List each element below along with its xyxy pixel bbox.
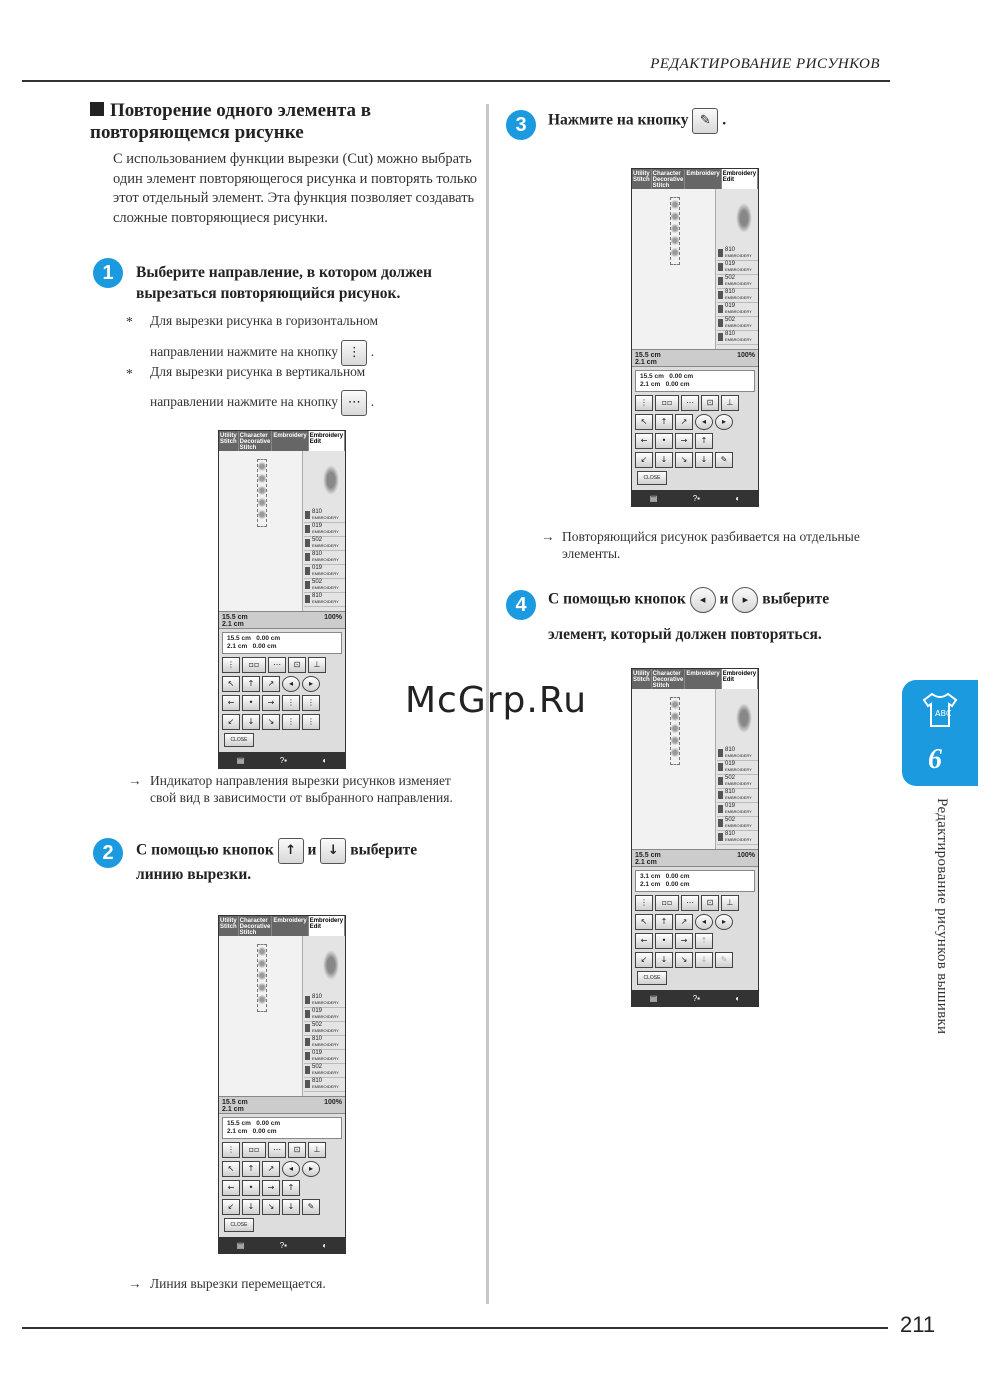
center-button[interactable]: •: [655, 433, 673, 449]
repeat-motif: [670, 197, 680, 265]
list-item: 810 EMBROIDERY: [717, 789, 759, 803]
arrow-right-button[interactable]: →: [675, 933, 693, 949]
down-line-button[interactable]: ⊥: [721, 395, 739, 411]
pattern-canvas: [219, 451, 303, 611]
arrow-left-button[interactable]: ←: [222, 1180, 240, 1196]
cut-mode-button[interactable]: ⊡: [288, 657, 306, 673]
down-line-icon: ↓: [320, 838, 346, 864]
step-3-note: Повторяющийся рисунок разбивается на отдельные элементы.: [562, 529, 860, 561]
cut-pen-icon: ✎: [692, 108, 718, 134]
page-number: 211: [900, 1312, 936, 1337]
section-title: Повторение одного элемента в повторяющемся рисунке: [90, 100, 372, 143]
arrow-down-button[interactable]: ↓: [655, 452, 673, 468]
arrow-down-left-button[interactable]: ↙: [222, 714, 240, 730]
tab-embroidery-edit[interactable]: Embroidery Edit: [722, 169, 758, 189]
watermark: McGrp.Ru: [405, 680, 588, 721]
arrow-down-button[interactable]: ↓: [242, 1199, 260, 1215]
prev-element-icon: ◂: [690, 587, 716, 613]
screen-step-1: [218, 430, 346, 769]
step-1-bullet-2a: Для вырезки рисунка в вертикальном: [150, 364, 366, 379]
step-3-text: Нажмите на кнопку ✎ .: [548, 108, 848, 134]
step-2-number: 2: [93, 838, 123, 868]
screen-step-3: [631, 168, 759, 507]
tab-embroidery[interactable]: Embroidery: [685, 669, 721, 689]
size-bar: 15.5 cm 2.1 cm 100%: [219, 611, 345, 629]
size-bar: 15.5 cm 2.1 cm 100%: [219, 1096, 345, 1114]
bottom-bar: [219, 1237, 345, 1253]
cut-pen-button[interactable]: ✎: [302, 1199, 320, 1215]
edit-area: [632, 689, 758, 849]
running-header: РЕДАКТИРОВАНИЕ РИСУНКОВ: [650, 56, 880, 72]
cut-pen-button[interactable]: ✎: [715, 952, 733, 968]
tab-utility-stitch[interactable]: Utility Stitch: [632, 169, 652, 189]
list-item: 502 EMBROIDERY: [304, 1064, 346, 1078]
repeat-motif: [670, 697, 680, 765]
down-line-button[interactable]: ↓: [695, 452, 713, 468]
repeat-motif: [257, 944, 267, 1012]
list-item: 810 EMBROIDERY: [304, 1036, 346, 1050]
spacing-button[interactable]: ⋮: [282, 714, 300, 730]
arrow-right-button[interactable]: →: [262, 1180, 280, 1196]
arrow-right-button[interactable]: →: [262, 695, 280, 711]
shirt-icon: [920, 690, 960, 730]
down-line-button[interactable]: ↓: [695, 952, 713, 968]
next-element-icon: ▸: [732, 587, 758, 613]
close-button[interactable]: CLOSE: [637, 471, 667, 485]
tab-utility-stitch[interactable]: Utility Stitch: [219, 431, 239, 451]
list-item: 810 EMBROIDERY: [717, 747, 759, 761]
arrow-up-button[interactable]: ↑: [655, 414, 673, 430]
repeat-button[interactable]: ▫▫: [242, 657, 266, 673]
repeat-motif: [257, 459, 267, 527]
bullet-marker: *: [126, 366, 133, 381]
edit-area: [219, 451, 345, 611]
list-item: 810 EMBROIDERY: [304, 1078, 346, 1092]
step-2-note: Линия вырезки перемещается.: [150, 1276, 326, 1291]
tab-embroidery-edit[interactable]: Embroidery Edit: [309, 916, 345, 936]
step-4-text-cont: элемент, который должен повторяться.: [548, 626, 822, 643]
arrow-right-button[interactable]: →: [675, 433, 693, 449]
prev-button[interactable]: ◂: [695, 914, 713, 930]
arrow-up-right-button[interactable]: ↗: [675, 914, 693, 930]
list-item: 019 EMBROIDERY: [304, 523, 346, 537]
center-button[interactable]: •: [655, 933, 673, 949]
tab-character-decorative[interactable]: Character Decorative Stitch: [652, 171, 684, 189]
repeat-button[interactable]: ▫▫: [242, 1142, 266, 1158]
next-button[interactable]: ▸: [302, 1161, 320, 1177]
step-1-number: 1: [93, 258, 123, 288]
control-panel: [632, 367, 758, 490]
list-item: 502 EMBROIDERY: [304, 1022, 346, 1036]
repeat-button[interactable]: ▫▫: [655, 895, 679, 911]
step-1-bullet-1a: Для вырезки рисунка в горизонтальном: [150, 313, 379, 328]
step-1-text: Выберите направление, в котором должен вырезаться повторяющийся рисунок.: [136, 264, 432, 302]
pattern-preview: [736, 203, 752, 233]
arrow-up-right-button[interactable]: ↗: [675, 414, 693, 430]
next-button[interactable]: ▸: [302, 676, 320, 692]
chapter-tab: [902, 680, 978, 786]
arrow-up-left-button[interactable]: ↖: [635, 914, 653, 930]
list-item: 019 EMBROIDERY: [304, 1008, 346, 1022]
step-4-text: С помощью кнопок ◂ и ▸ выберите: [548, 587, 888, 613]
list-item: 502 EMBROIDERY: [717, 775, 759, 789]
next-button[interactable]: ▸: [715, 914, 733, 930]
arrow-up-button[interactable]: ↑: [655, 914, 673, 930]
center-button[interactable]: •: [242, 695, 260, 711]
arrow-down-left-button[interactable]: ↙: [222, 1199, 240, 1215]
section-intro: С использованием функции вырезки (Cut) можно выбрать один элемент повторяющегося рисунка и повторять только этот отдельный элемент. Эта функция позволяет создавать сложные повторяющиеся рисунки.: [113, 151, 478, 226]
list-item: 810 EMBROIDERY: [304, 509, 346, 523]
arrow-marker: →: [128, 773, 142, 788]
screen-tabs: [219, 431, 345, 451]
cut-mode-button[interactable]: ⊡: [701, 395, 719, 411]
arrow-up-button[interactable]: ↑: [242, 1161, 260, 1177]
bottom-bar: [219, 752, 345, 768]
tab-character-decorative[interactable]: Character Decorative Stitch: [239, 433, 271, 451]
tab-character-decorative[interactable]: Character Decorative Stitch: [239, 918, 271, 936]
arrow-down-right-button[interactable]: ↘: [262, 714, 280, 730]
arrow-left-button[interactable]: ←: [222, 695, 240, 711]
up-line-icon: ↑: [278, 838, 304, 864]
size-bar: 15.5 cm 2.1 cm 100%: [632, 349, 758, 367]
page-icon[interactable]: ▤: [236, 755, 245, 765]
arrow-marker: →: [128, 1276, 142, 1291]
list-item: 810 EMBROIDERY: [717, 289, 759, 303]
page-icon[interactable]: ▤: [649, 993, 658, 1003]
pattern-canvas: [632, 189, 716, 349]
horizontal-cut-icon: ⋮: [341, 340, 367, 366]
arrow-marker: →: [541, 529, 555, 544]
arrow-down-button[interactable]: ↓: [242, 714, 260, 730]
list-item: 810 EMBROIDERY: [304, 593, 346, 607]
screen-step-2: [218, 915, 346, 1254]
spacing-button[interactable]: ⋮: [282, 695, 300, 711]
step-1-bullet-1b: направлении нажмите на кнопку ⋮ .: [150, 340, 374, 366]
step-3-number: 3: [506, 110, 536, 140]
list-item: 810 EMBROIDERY: [304, 551, 346, 565]
pattern-preview: [736, 703, 752, 733]
info-box: 15.5 cm 0.00 cm 2.1 cm 0.00 cm: [635, 370, 755, 392]
cut-mode-button[interactable]: ⊡: [288, 1142, 306, 1158]
size-bar: 15.5 cm 2.1 cm 100%: [632, 849, 758, 867]
pattern-preview: [323, 950, 339, 980]
spacing-button[interactable]: ⋮: [302, 695, 320, 711]
page-icon[interactable]: ▤: [649, 493, 658, 503]
arrow-up-right-button[interactable]: ↗: [262, 676, 280, 692]
tab-utility-stitch[interactable]: Utility Stitch: [632, 669, 652, 689]
info-box: 3.1 cm 0.00 cm 2.1 cm 0.00 cm: [635, 870, 755, 892]
help-icon[interactable]: ?▪: [692, 493, 700, 503]
square-bullet-icon: [90, 102, 104, 116]
arrow-up-left-button[interactable]: ↖: [222, 1161, 240, 1177]
repeat-button[interactable]: ▫▫: [655, 395, 679, 411]
arrow-down-left-button[interactable]: ↙: [635, 952, 653, 968]
svg-text:ABC: ABC: [935, 709, 952, 718]
settings-icon[interactable]: ◐: [735, 993, 741, 1003]
header-rule: [22, 80, 890, 82]
tab-embroidery[interactable]: Embroidery: [685, 169, 721, 189]
list-item: 810 EMBROIDERY: [717, 831, 759, 845]
list-item: 019 EMBROIDERY: [717, 303, 759, 317]
color-list: [304, 994, 346, 1092]
horizontal-cut-button[interactable]: ⋯: [681, 895, 699, 911]
arrow-down-left-button[interactable]: ↙: [635, 452, 653, 468]
step-4-number: 4: [506, 590, 536, 620]
spacing-button[interactable]: ⋮: [302, 714, 320, 730]
tab-embroidery-edit[interactable]: Embroidery Edit: [309, 431, 345, 451]
arrow-down-button[interactable]: ↓: [655, 952, 673, 968]
cut-mode-button[interactable]: ⊡: [701, 895, 719, 911]
chapter-side-text: Редактирование рисунков вышивки: [934, 798, 950, 1035]
list-item: 019 EMBROIDERY: [717, 261, 759, 275]
help-icon[interactable]: ?▪: [692, 993, 700, 1003]
arrow-left-button[interactable]: ←: [635, 433, 653, 449]
pattern-canvas: [219, 936, 303, 1096]
control-panel: [219, 1114, 345, 1237]
arrow-down-right-button[interactable]: ↘: [675, 952, 693, 968]
list-item: 810 EMBROIDERY: [717, 331, 759, 345]
down-line-button[interactable]: ⊥: [308, 657, 326, 673]
bottom-bar: [632, 990, 758, 1006]
arrow-left-button[interactable]: ←: [635, 933, 653, 949]
arrow-down-right-button[interactable]: ↘: [675, 452, 693, 468]
close-button[interactable]: CLOSE: [224, 733, 254, 747]
list-item: 019 EMBROIDERY: [304, 565, 346, 579]
prev-button[interactable]: ◂: [282, 1161, 300, 1177]
down-line-button[interactable]: ⊥: [308, 1142, 326, 1158]
close-button[interactable]: CLOSE: [637, 971, 667, 985]
up-line-button[interactable]: ↑: [282, 1180, 300, 1196]
bullet-marker: *: [126, 314, 133, 329]
settings-icon[interactable]: ◐: [735, 493, 741, 503]
down-line-button[interactable]: ↓: [282, 1199, 300, 1215]
list-item: 810 EMBROIDERY: [717, 247, 759, 261]
list-item: 502 EMBROIDERY: [304, 537, 346, 551]
prev-button[interactable]: ◂: [695, 414, 713, 430]
arrow-down-right-button[interactable]: ↘: [262, 1199, 280, 1215]
settings-icon[interactable]: ◐: [322, 1240, 328, 1250]
color-list: [304, 509, 346, 607]
arrow-up-left-button[interactable]: ↖: [635, 414, 653, 430]
pattern-canvas: [632, 689, 716, 849]
help-icon[interactable]: ?▪: [279, 1240, 287, 1250]
edit-area: [219, 936, 345, 1096]
screen-step-4: [631, 668, 759, 1007]
up-line-button[interactable]: ↑: [695, 933, 713, 949]
horizontal-cut-button[interactable]: ⋯: [681, 395, 699, 411]
chapter-number: 6: [928, 744, 942, 775]
arrow-up-left-button[interactable]: ↖: [222, 676, 240, 692]
tab-character-decorative[interactable]: Character Decorative Stitch: [652, 671, 684, 689]
settings-icon[interactable]: ◐: [322, 755, 328, 765]
list-item: 019 EMBROIDERY: [717, 761, 759, 775]
info-box: 15.5 cm 0.00 cm 2.1 cm 0.00 cm: [222, 632, 342, 654]
tab-embroidery[interactable]: Embroidery: [272, 916, 308, 936]
step-2-text: С помощью кнопок ↑ и ↓ выберите линию вырезки.: [136, 838, 486, 885]
horizontal-cut-button[interactable]: ⋯: [268, 657, 286, 673]
edit-area: [632, 189, 758, 349]
tab-embroidery-edit[interactable]: Embroidery Edit: [722, 669, 758, 689]
list-item: 019 EMBROIDERY: [717, 803, 759, 817]
list-item: 502 EMBROIDERY: [717, 817, 759, 831]
arrow-up-right-button[interactable]: ↗: [262, 1161, 280, 1177]
prev-button[interactable]: ◂: [282, 676, 300, 692]
list-item: 502 EMBROIDERY: [717, 275, 759, 289]
color-list: [717, 747, 759, 845]
arrow-up-button[interactable]: ↑: [242, 676, 260, 692]
up-line-button[interactable]: ↑: [695, 433, 713, 449]
vertical-cut-icon: ⋯: [341, 390, 367, 416]
step-1-bullet-2b: направлении нажмите на кнопку ⋯ .: [150, 390, 374, 416]
pattern-preview: [323, 465, 339, 495]
help-icon[interactable]: ?▪: [279, 755, 287, 765]
vertical-cut-button[interactable]: ⋮: [635, 395, 653, 411]
cut-pen-button[interactable]: ✎: [715, 452, 733, 468]
down-line-button[interactable]: ⊥: [721, 895, 739, 911]
list-item: 502 EMBROIDERY: [717, 317, 759, 331]
info-box: 15.5 cm 0.00 cm 2.1 cm 0.00 cm: [222, 1117, 342, 1139]
vertical-cut-button[interactable]: ⋮: [222, 1142, 240, 1158]
center-button[interactable]: •: [242, 1180, 260, 1196]
control-panel: [632, 867, 758, 990]
page-icon[interactable]: ▤: [236, 1240, 245, 1250]
close-button[interactable]: CLOSE: [224, 1218, 254, 1232]
step-1-note: Индикатор направления вырезки рисунков изменяет свой вид в зависимости от выбранного направления.: [150, 773, 453, 805]
list-item: 019 EMBROIDERY: [304, 1050, 346, 1064]
horizontal-cut-button[interactable]: ⋯: [268, 1142, 286, 1158]
footer-rule: [22, 1327, 888, 1329]
list-item: 810 EMBROIDERY: [304, 994, 346, 1008]
list-item: 502 EMBROIDERY: [304, 579, 346, 593]
vertical-cut-button[interactable]: ⋮: [635, 895, 653, 911]
next-button[interactable]: ▸: [715, 414, 733, 430]
tab-embroidery[interactable]: Embroidery: [272, 431, 308, 451]
control-panel: [219, 629, 345, 752]
bottom-bar: [632, 490, 758, 506]
vertical-cut-button[interactable]: ⋮: [222, 657, 240, 673]
color-list: [717, 247, 759, 345]
tab-utility-stitch[interactable]: Utility Stitch: [219, 916, 239, 936]
